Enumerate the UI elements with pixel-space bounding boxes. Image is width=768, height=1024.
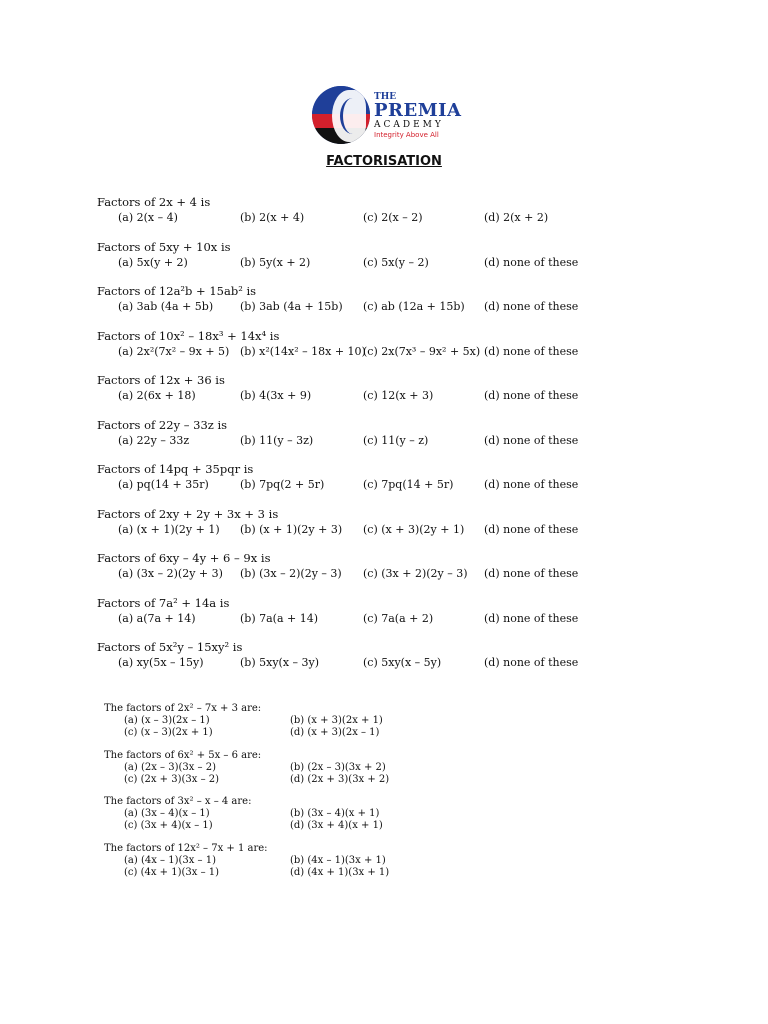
option-b: (b) 7pq(2 + 5r) — [240, 478, 325, 491]
option-c: (c) (2x + 3)(3x – 2) — [124, 773, 220, 785]
question-item — [97, 506, 697, 538]
option-b: (b) x²(14x² – 18x + 10) — [240, 344, 366, 358]
question-options — [97, 344, 697, 360]
question-stem: Factors of 12x + 36 is — [97, 373, 225, 387]
option-c: (c) 11(y – z) — [363, 433, 429, 447]
option-b: (b) (3x – 2)(2y – 3) — [240, 567, 342, 580]
option-b: (b) (3x – 4)(x + 1) — [290, 808, 380, 819]
question-item — [97, 328, 697, 360]
option-d: (d) (x + 3)(2x – 1) — [290, 727, 380, 738]
option-c: (c) 12(x + 3) — [363, 389, 434, 402]
option-a: (a) (x – 3)(2x – 1) — [124, 715, 210, 726]
option-a: (a) (4x – 1)(3x – 1) — [124, 854, 216, 866]
option-b: (b) (x + 3)(2x + 1) — [290, 715, 383, 726]
quadratic-stem: The factors of 3x² – x – 4 are: — [104, 796, 252, 807]
question-item — [97, 372, 697, 404]
question-item — [97, 283, 697, 315]
question-item — [97, 550, 697, 582]
quadratic-option-row — [104, 855, 524, 867]
question-stem: Factors of 7a² + 14a is — [97, 595, 230, 610]
quadratic-item — [104, 749, 524, 786]
page-title: FACTORISATION — [326, 154, 442, 169]
question-options — [97, 655, 697, 671]
logo-academy: ACADEMY — [374, 120, 444, 130]
option-d: (d) 2(x + 2) — [484, 211, 549, 224]
option-a: (a) xy(5x – 15y) — [118, 656, 204, 669]
question-stem: Factors of 5x²y – 15xy² is — [97, 640, 243, 654]
option-d: (d) (4x + 1)(3x + 1) — [290, 866, 390, 878]
quadratic-item — [104, 842, 524, 879]
logo-wordmark — [374, 92, 462, 140]
option-b: (b) 11(y – 3z) — [240, 433, 314, 447]
question-stem: Factors of 14pq + 35pqr is — [97, 462, 254, 476]
quadratic-stem: The factors of 6x² + 5x – 6 are: — [104, 749, 262, 761]
option-a: (a) (2x – 3)(3x – 2) — [124, 761, 216, 773]
option-a: (a) (3x – 4)(x – 1) — [124, 808, 210, 819]
quadratic-option-row — [104, 820, 524, 832]
option-c: (c) 5x(y – 2) — [363, 255, 429, 269]
option-c: (c) 5xy(x – 5y) — [363, 656, 442, 669]
quadratic-option-row — [104, 808, 524, 820]
option-d: (d) none of these — [484, 389, 579, 402]
question-options — [97, 433, 697, 449]
question-stem: Factors of 2x + 4 is — [97, 195, 211, 209]
option-c: (c) 2(x – 2) — [363, 211, 423, 224]
quadratic-option-row — [104, 867, 524, 879]
option-d: (d) (3x + 4)(x + 1) — [290, 820, 383, 831]
option-c: (c) (x – 3)(2x + 1) — [124, 727, 213, 738]
option-b: (b) 5y(x + 2) — [240, 255, 311, 269]
quadratic-stem: The factors of 12x² – 7x + 1 are: — [104, 842, 268, 854]
lion-logo-icon — [312, 86, 370, 144]
logo-the: THE — [374, 92, 397, 102]
option-a: (a) 2(x – 4) — [118, 211, 178, 224]
question-stem: Factors of 10x² – 18x³ + 14x⁴ is — [97, 328, 280, 343]
option-c: (c) (3x + 2)(2y – 3) — [363, 567, 468, 580]
question-options — [97, 611, 697, 627]
option-a: (a) 2x²(7x² – 9x + 5) — [118, 344, 230, 358]
option-c: (c) 2x(7x³ – 9x² + 5x) — [363, 344, 481, 358]
quadratic-option-row — [104, 715, 524, 727]
option-a: (a) 2(6x + 18) — [118, 389, 196, 402]
option-a: (a) a(7a + 14) — [118, 611, 196, 625]
question-stem: Factors of 12a²b + 15ab² is — [97, 284, 257, 298]
option-b: (b) 3ab (4a + 15b) — [240, 300, 343, 313]
option-b: (b) 7a(a + 14) — [240, 611, 319, 625]
question-item — [97, 595, 697, 627]
question-options — [97, 566, 697, 582]
option-d: (d) none of these — [484, 300, 579, 313]
option-d: (d) none of these — [484, 522, 579, 536]
question-options — [97, 299, 697, 315]
option-d: (d) (2x + 3)(3x + 2) — [290, 773, 390, 785]
question-item — [97, 417, 697, 449]
option-c: (c) ab (12a + 15b) — [363, 300, 465, 313]
option-d: (d) none of these — [484, 433, 579, 447]
option-a: (a) pq(14 + 35r) — [118, 478, 209, 491]
option-c: (c) 7pq(14 + 5r) — [363, 478, 454, 491]
question-stem: Factors of 6xy – 4y + 6 – 9x is — [97, 551, 271, 565]
option-b: (b) 5xy(x – 3y) — [240, 656, 320, 669]
question-options — [97, 477, 697, 493]
academy-logo — [312, 86, 462, 144]
question-options — [97, 522, 697, 538]
option-b: (b) (4x – 1)(3x + 1) — [290, 854, 386, 866]
question-stem: Factors of 2xy + 2y + 3x + 3 is — [97, 506, 279, 521]
question-options — [97, 388, 697, 404]
quadratic-stem: The factors of 2x² – 7x + 3 are: — [104, 703, 262, 714]
option-b: (b) (2x – 3)(3x + 2) — [290, 761, 386, 773]
question-options — [97, 255, 697, 271]
quadratic-option-row — [104, 762, 524, 774]
option-d: (d) none of these — [484, 656, 579, 669]
option-d: (d) none of these — [484, 478, 579, 491]
logo-premia: PREMIA — [374, 100, 462, 121]
option-a: (a) 3ab (4a + 5b) — [118, 300, 214, 313]
question-stem: Factors of 5xy + 10x is — [97, 239, 231, 254]
option-d: (d) none of these — [484, 255, 579, 269]
option-a: (a) 5x(y + 2) — [118, 255, 188, 269]
option-c: (c) (x + 3)(2y + 1) — [363, 522, 465, 536]
question-item — [97, 461, 697, 493]
question-item — [97, 639, 697, 671]
option-c: (c) (3x + 4)(x – 1) — [124, 820, 213, 831]
option-d: (d) none of these — [484, 611, 579, 625]
option-a: (a) (x + 1)(2y + 1) — [118, 522, 220, 536]
question-stem: Factors of 22y – 33z is — [97, 417, 228, 432]
question-item — [97, 239, 697, 271]
quadratic-option-row — [104, 774, 524, 786]
option-b: (b) 2(x + 4) — [240, 211, 305, 224]
option-d: (d) none of these — [484, 567, 579, 580]
option-b: (b) 4(3x + 9) — [240, 389, 312, 402]
quadratic-item — [104, 702, 524, 739]
option-d: (d) none of these — [484, 344, 579, 358]
quadratic-option-row — [104, 727, 524, 739]
question-options — [97, 210, 697, 226]
logo-tagline: Integrity Above All — [374, 131, 439, 139]
question-item — [97, 194, 697, 226]
quadratic-item — [104, 795, 524, 832]
option-a: (a) 22y – 33z — [118, 433, 190, 447]
option-b: (b) (x + 1)(2y + 3) — [240, 522, 343, 536]
option-a: (a) (3x – 2)(2y + 3) — [118, 567, 223, 580]
option-c: (c) (4x + 1)(3x – 1) — [124, 866, 220, 878]
option-c: (c) 7a(a + 2) — [363, 611, 434, 625]
